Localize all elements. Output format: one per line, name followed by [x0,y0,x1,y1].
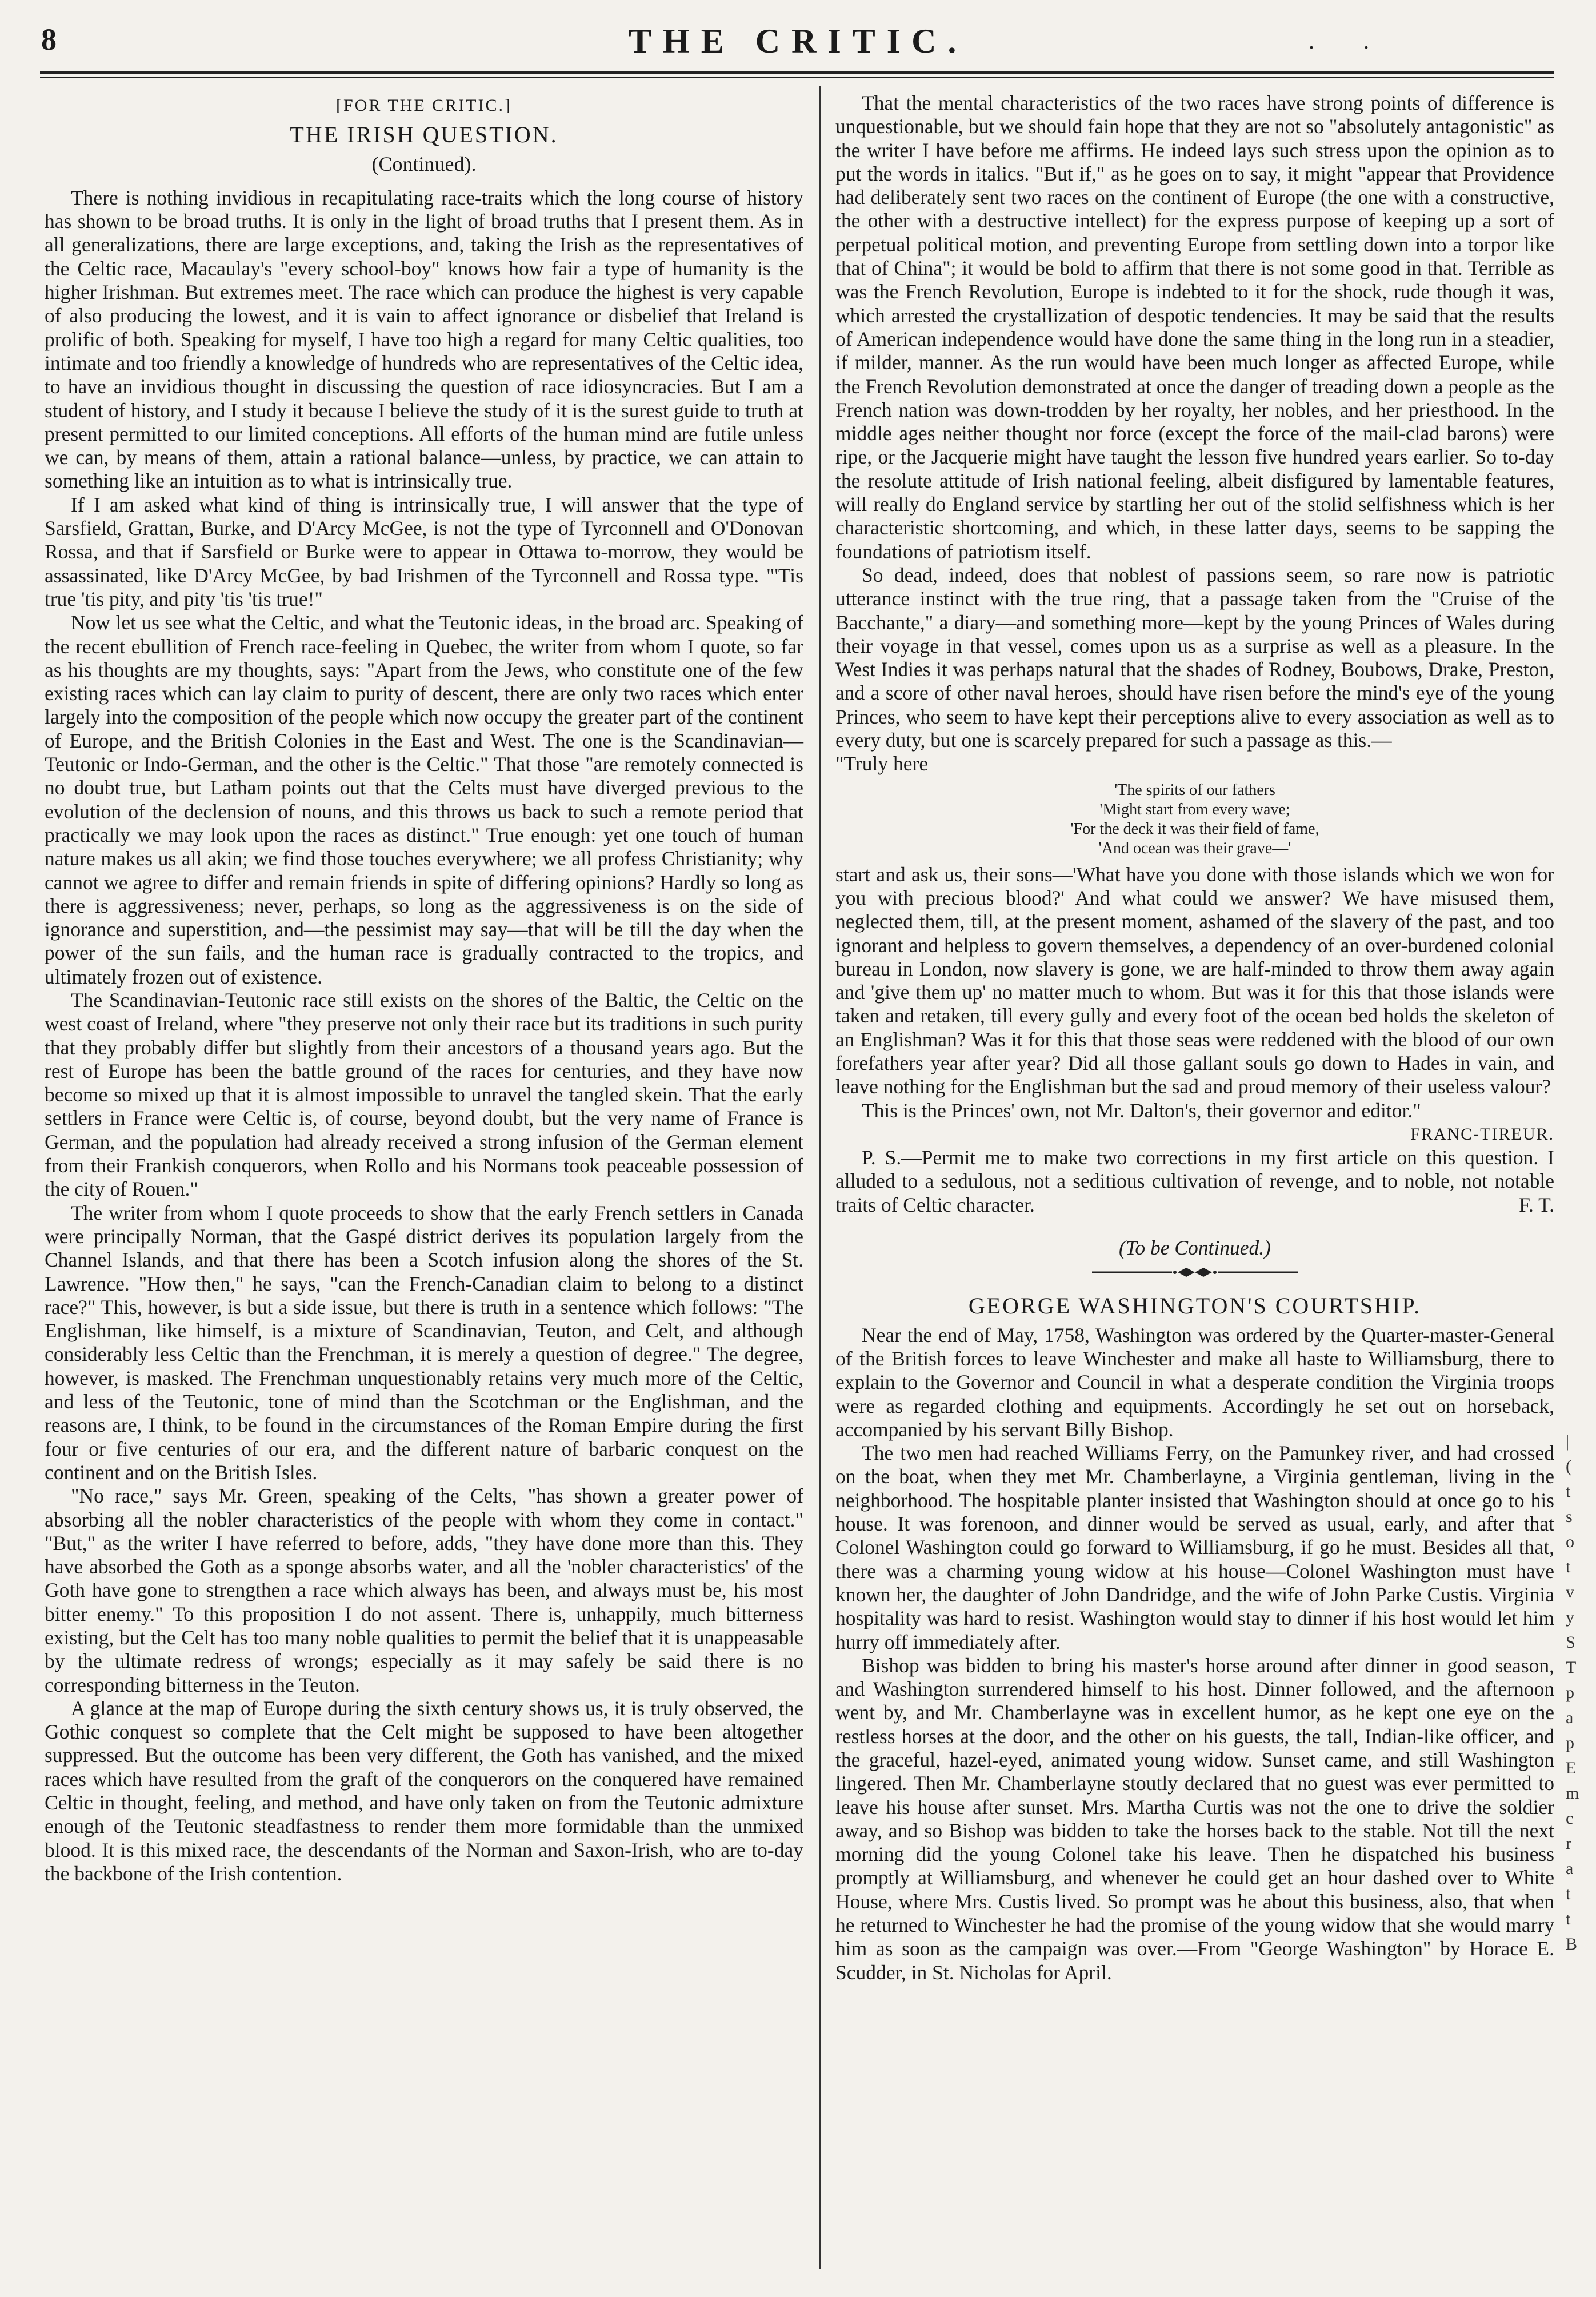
fragment-char: a [1566,1859,1574,1878]
paragraph: The two men had reached Williams Ferry, on the Pamunkey river, and had crossed on the boat, when they met Mr. Chamberlayne, a Virginia gentleman, living in the neighborhood. The hospitable planter insisted that Washington should at once go to his house. It was forenoon, and dinner would be served as usual, early, and after that Colonel Washington could go forward to Williamsburg, if go he must. Besides all that, there was a charming young widow at his house—Colonel Washington must have known her, the daughter of John Dandridge, and the wife of John Parke Custis. Virginia hospitality was hard to resist. Washington would stay to dinner if his host would let him hurry off immediately after. [835,1441,1554,1653]
fragment-char: S [1566,1633,1575,1652]
section-ornament-icon [1092,1265,1298,1279]
paragraph: So dead, indeed, does that noblest of passions seem, so rare now is patriotic utterance instinct with the true ring, that a passage taken from the "Cruise of the Bacchante," a diary—and something more—kept by the young Princes of Wales during their voyage in that vessel, comes upon us as a surprise as well as a pleasure. In the West Indies it was perhaps natural that the shades of Rodney, Boubows, Drake, Preston, and a score of other naval heroes, should have risen before the mind's eye of the young Princes, who seem to have kept their perceptions alive to every association as well as to every duty, but one is scarcely prepared for such a passage as this.— [835,563,1554,752]
fragment-char: c [1566,1809,1574,1828]
article-subtitle: (Continued). [371,152,477,175]
to-be-continued: (To be Continued.) [1119,1236,1271,1260]
paragraph: A glance at the map of Europe during the sixth century shows us, it is truly observed, the Gothic conquest so complete that the Celt might be supposed to have been altogether suppressed. But the outcome has been very different, the Goth has vanished, and the mixed races which have resulted from the graft of the conquerors on the conquered have remained Celtic in thought, feeling, and method, and have only taken on from the Teutonic admixture enough of the Teutonic steadfastness to render them more formidable than the unmixed blood. It is this mixed race, the descendants of the Norman and Saxon-Irish, who are to-day the backbone of the Irish contention. [45,1696,803,1885]
header-rule-thick [40,71,1554,74]
fragment-char: m [1566,1784,1579,1803]
paragraph: This is the Princes' own, not Mr. Dalton's, their governor and editor." [862,1098,1421,1122]
article-title-irish-question: THE IRISH QUESTION. [290,122,558,148]
paragraph: Near the end of May, 1758, Washington was ordered by the Quarter-master-General of the British forces to leave Winchester and make all haste to Williamsburg, there to explain to the Governor and Council in what a desperate condition the Virginia troops were as regarded clothing and equipments. Accordingly he set out on horseback, accompanied by his servant Billy Bishop. [835,1323,1554,1441]
right-column [835,91,1554,1984]
left-column [45,91,803,1885]
paragraph: That the mental characteristics of the two races have strong points of difference is unquestionable, but we should fain hope that they are not so "absolutely antagonistic" as the writer I have before me affirms. He indeed lays such stress upon the opinion as to put the words in italics. "But if," as he goes on to say, it might "appear that Providence had deliberately sent two races on the continent of Europe (the one with a constructive, the other with a destructive intellect) for the express purpose of keeping up a sort of perpetual political motion, and preventing Europe from settling down into a torpor like that of China"; it would be bold to affirm that there is not some good in that. Terrible as was the French Revolution, Europe is indebted to it for the shock, rude though it was, which arrested the crystallization of despotic tendencies. It may be said that the results of American independence would have done the same thing in the long run in a steadier, if milder, manner. As the run would have been much longer as affected Europe, while the French Revolution demonstrated at once the danger of treading down a people as the French nation was down-trodden by her royalty, her nobles, and her priesthood. In the middle ages neither thought nor force (except the force of the mail-clad barons) were ripe, or the Jacquerie might have taught the lesson five hundred years earlier. So to-day the resolute attitude of Irish national feeling, albeit disfigured by lamentable features, will really do England service by startling her out of the stolid selfishness which is her characteristic shortcoming, and which, in these latter days, seems to be sapping the foundations of patriotism itself. [835,91,1554,563]
fragment-char: t [1566,1909,1571,1928]
paragraph: "No race," says Mr. Green, speaking of the Celts, "has shown a greater power of absorbing all the nobler characteristics of the people with whom they come in contact." "But," as the writer I have referred to before, adds, "they have done more than this. They have absorbed the Goth as a sponge absorbs water, and all the 'nobler characteristics' of the Goth have gone to strengthen a race which always has been, and always must be, his most bitter enemy." To this proposition I do not assent. There is, unhappily, much bitterness existing, but the Celt has too many noble qualities to permit the belief that it is unappeasable by the ultimate redress of wrongs; especially as it may safely be said there is no corresponding bitterness in the Teuton. [45,1484,803,1696]
fragment-char: t [1566,1482,1571,1501]
fragment-char: t [1566,1557,1571,1576]
verse-line: 'And ocean was their grave—' [1098,839,1291,857]
fragment-char: E [1566,1759,1577,1777]
article-title-washington: GEORGE WASHINGTON'S COURTSHIP. [968,1293,1422,1319]
header-rule-thin [40,77,1554,78]
fragment-char: s [1566,1507,1573,1526]
paragraph: The writer from whom I quote proceeds to show that the early French settlers in Canada were principally Norman, that the Gaspé district derives its population largely from the Channel Islands, and that there has been a Scotch infusion along the shores of the St. Lawrence. "How then," he says, "can the French-Canadian claim to belong to a distinct race?" This, however, is but a side issue, but there is truth in a sentence which follows: "The Englishman, like himself, is a mixture of Scandinavian, Teuton, and Celt, and although considerably less Celtic than the Frenchman, it is merely a question of degree." The degree, however, is masked. The Frenchman unquestionably retains very much more of the Celtic, and less of the Teutonic, tone of mind than the Scotchman or the Englishman, and the reasons are, I think, to be found in the circumstances of the Roman Empire during the first four or five centuries of our era, and the different nature of barbaric conquest on the continent and on the British Isles. [45,1201,803,1484]
fragment-char: | [1566,1432,1570,1451]
paragraph: start and ask us, their sons—'What have you done with those islands which we won for you with precious blood?' And what could we answer? We have misused them, neglected them, till, at the present moment, ashamed of the slavery of the past, and too ignorant and helpless to govern themselves, a dependency of an over-burdened colonial bureau in London, now slavery is gone, we are half-minded to throw them away again and 'give them up' no matter much to whom. But was it for this that those islands were taken and retaken, till every gully and every foot of the ocean bed holds the skeleton of an Englishman? Was it for this that those seas were reddened with the blood of our own forefathers year after year? Did all those gallant souls go down to Hades in vain, and leave nothing for the Englishman but the sad and proud memory of their useless valour? [835,862,1554,1098]
paragraph: Now let us see what the Celtic, and what the Teutonic ideas, in the broad arc. Speaking of the recent ebullition of French race-feeling in Quebec, the writer from whom I quote, so far as his thoughts are my thoughts, says: "Apart from the Jews, who constitute one of the few existing races which can lay claim to purity of descent, there are only two races which enter largely into the composition of the people which now occupy the greater part of the continent of Europe, and the British Colonies in the East and West. The one is the Scandinavian—Teutonic or Indo-German, and the other is the Celtic." That those "are remotely connected is no doubt true, but Latham points out that the Celts must have diverged previous to the evolution of the declension of nouns, and this throws us back to such a remote period that practically we may look upon the races as distinct." True enough: yet one touch of human nature makes us all akin; we find those touches everywhere; we all profess Christianity; why cannot we agree to differ and remain friends in spite of differing opinions? Hardly so long as there is aggressiveness; never, perhaps, so long as the aggressiveness is on the side of ignorance and superstition, and—the pessimist may say—that will be till the day when the power of the sun fails, and the human race is gradually contracted to the tropics, and ultimately frozen out of existence. [45,611,803,988]
verse-line: 'Might start from every wave; [1099,800,1290,818]
fragment-char: v [1566,1583,1574,1601]
fragment-char: r [1566,1834,1571,1853]
adjacent-column-fragments [1566,1429,1594,1957]
postscript-text: P. S.—Permit me to make two corrections in my first article on this question. I alluded to a sedulous, not a seditious cultivation of revenge, and to noble, not notable traits of Celtic character. [835,1146,1554,1216]
verse-line: 'For the deck it was their field of fame, [1070,820,1319,838]
signature-franc-tireur: FRANC-TIREUR. [1410,1124,1554,1144]
fragment-char: ( [1566,1457,1571,1476]
fragment-char: p [1566,1683,1574,1702]
fragment-char: y [1566,1608,1574,1627]
masthead-title: THE CRITIC. [629,22,968,60]
paragraph: The Scandinavian-Teutonic race still exists on the shores of the Baltic, the Celtic on the west coast of Ireland, where "they preserve not only their race but its traditions in such purity that they probably differ but slightly from their ancestors of a thousand years ago. But the rest of Europe has been the battle ground of the races for centuries, and they have now become so mixed up that it is almost impossible to unravel the tangled skein. That the early settlers in France were Celtic is, of course, beyond doubt, but the very name of France is German, and the population had already received a strong infusion of the German element from their Frankish conquerors, when Rollo and his Normans took peaceable possession of the city of Rouen." [45,988,803,1201]
quote-lead: "Truly here [835,752,929,776]
fragment-char: B [1566,1935,1578,1954]
masthead-dots: . . [1309,28,1391,54]
paragraph: If I am asked what kind of thing is intrinsically true, I will answer that the type of Sarsfield, Grattan, Burke, and D'Arcy McGee, is not the type of Tyrconnell and O'Donovan Rossa, and that if Sarsfield or Burke were to appear in Ottawa to-morrow, they would be assassinated, like D'Arcy McGee, by bad Irishmen of the Tyrconnell and Rossa type. "'Tis true 'tis pity, and pity 'tis 'tis true!" [45,493,803,610]
postscript-initials: F. T. [1519,1193,1554,1216]
fragment-char: a [1566,1708,1574,1727]
verse-block [835,781,1554,858]
fragment-char: T [1566,1658,1577,1677]
fragment-char: p [1566,1733,1574,1752]
paragraph: There is nothing invidious in recapitulating race-traits which the long course of history has shown to be broad truths. It is only in the light of broad truths that I present them. As in all generalizations, there are large exceptions, and, taking the Irish as the representatives of the Celtic race, Macaulay's "every school-boy" knows how fair a type of humanity is the higher Irishman. But extremes meet. The race which can produce the highest is very capable of also producing the lowest, and it is vain to affect ignorance or disbelief that Ireland is prolific of both. Speaking for myself, I have too high a regard for many Celtic qualities, too intimate and too friendly a knowledge of hundreds who are representatives of the Celtic idea, to have an invidious thought in discussing the question of race idiosyncracies. But I am a student of history, and I study it because I believe the study of it is the surest guide to truth at present permitted to our limited conceptions. All efforts of the human mind are futile unless we can, by means of them, attain a rational balance—unless, by practice, we can attain to something like an intuition as to what is intrinsically true. [45,186,803,493]
article-kicker: [FOR THE CRITIC.] [336,96,512,115]
fragment-char: t [1566,1884,1571,1903]
postscript [835,1146,1554,1217]
verse-line: 'The spirits of our fathers [1114,781,1275,799]
fragment-char: o [1566,1532,1574,1551]
page-number: 8 [41,22,57,57]
paragraph: Bishop was bidden to bring his master's horse around after dinner in good season, and Washington surrendered himself to his host. Dinner followed, and the afternoon went by, and Mr. Chamberlayne was in excellent humor, as he kept one eye on the restless horses at the door, and the other on his guests, the tall, Indian-like officer, and the graceful, hazel-eyed, animated young widow. Sunset came, and still Washington lingered. Then Mr. Chamberlayne stoutly declared that no guest was ever permitted to leave his house after sunset. Mrs. Martha Curtis was not the one to drive the soldier away, and so Bishop was bidden to take the horses back to the stable. Not till the next morning did the young Colonel take his leave. Then he dispatched his business promptly at Williamsburg, and whenever he could get an hour dashed over to White House, where Mrs. Custis lived. So prompt was he about this business, also, that when he returned to Winchester he had the promise of the young widow that she would marry him as soon as the campaign was over.—From "George Washington" by Horace E. Scudder, in St. Nicholas for April. [835,1653,1554,1984]
column-divider [819,86,821,2269]
